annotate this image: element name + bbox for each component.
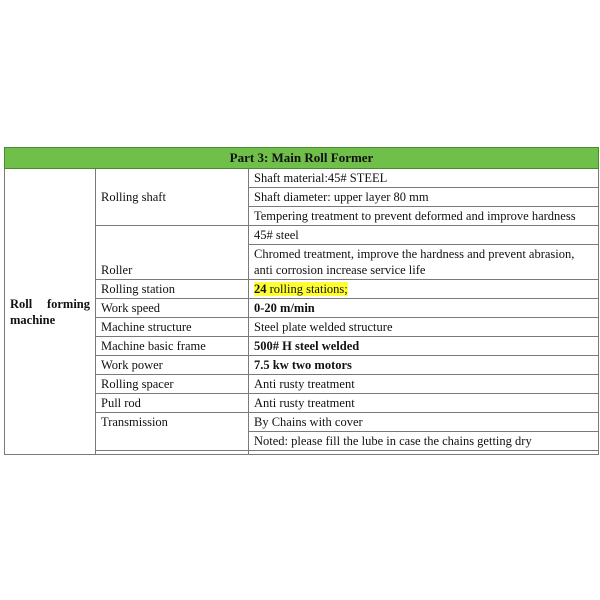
spec-value: 7.5 kw two motors: [249, 356, 599, 375]
spec-value: Shaft diameter: upper layer 80 mm: [249, 188, 599, 207]
spec-value: Anti rusty treatment: [249, 394, 599, 413]
spec-label-rolling-station: Rolling station: [96, 280, 249, 299]
spec-label-rolling-spacer: Rolling spacer: [96, 375, 249, 394]
main-category-label: Roll forming machine: [5, 169, 96, 455]
table-title: Part 3: Main Roll Former: [5, 148, 599, 169]
table-row: [5, 169, 599, 188]
highlighted-value: [254, 282, 348, 296]
spec-value: By Chains with cover: [249, 413, 599, 432]
spec-value: Shaft material:45# STEEL: [249, 169, 599, 188]
spec-label-transmission: Transmission: [96, 413, 249, 451]
station-count: 24: [254, 282, 267, 296]
spec-label-work-power: Work power: [96, 356, 249, 375]
spec-value: Noted: please fill the lube in case the chains getting dry: [249, 432, 599, 451]
spec-value: 0-20 m/min: [249, 299, 599, 318]
spec-value: Anti rusty treatment: [249, 375, 599, 394]
spec-value: [249, 280, 599, 299]
spec-label-machine-structure: Machine structure: [96, 318, 249, 337]
spec-value: 500# H steel welded: [249, 337, 599, 356]
table-title-row: [5, 148, 599, 169]
spec-label-work-speed: Work speed: [96, 299, 249, 318]
spec-label-roller: Roller: [96, 226, 249, 280]
spec-value: Tempering treatment to prevent deformed and improve hardness: [249, 207, 599, 226]
spec-value: 45# steel: [249, 226, 599, 245]
spec-table: [4, 147, 599, 455]
spec-label-pull-rod: Pull rod: [96, 394, 249, 413]
spec-value: Steel plate welded structure: [249, 318, 599, 337]
station-text: rolling stations;: [266, 282, 348, 296]
spec-label-machine-basic-frame: Machine basic frame: [96, 337, 249, 356]
spec-value: Chromed treatment, improve the hardness and prevent abrasion, anti corrosion increase service life: [249, 245, 599, 280]
spec-label-rolling-shaft: Rolling shaft: [96, 169, 249, 226]
